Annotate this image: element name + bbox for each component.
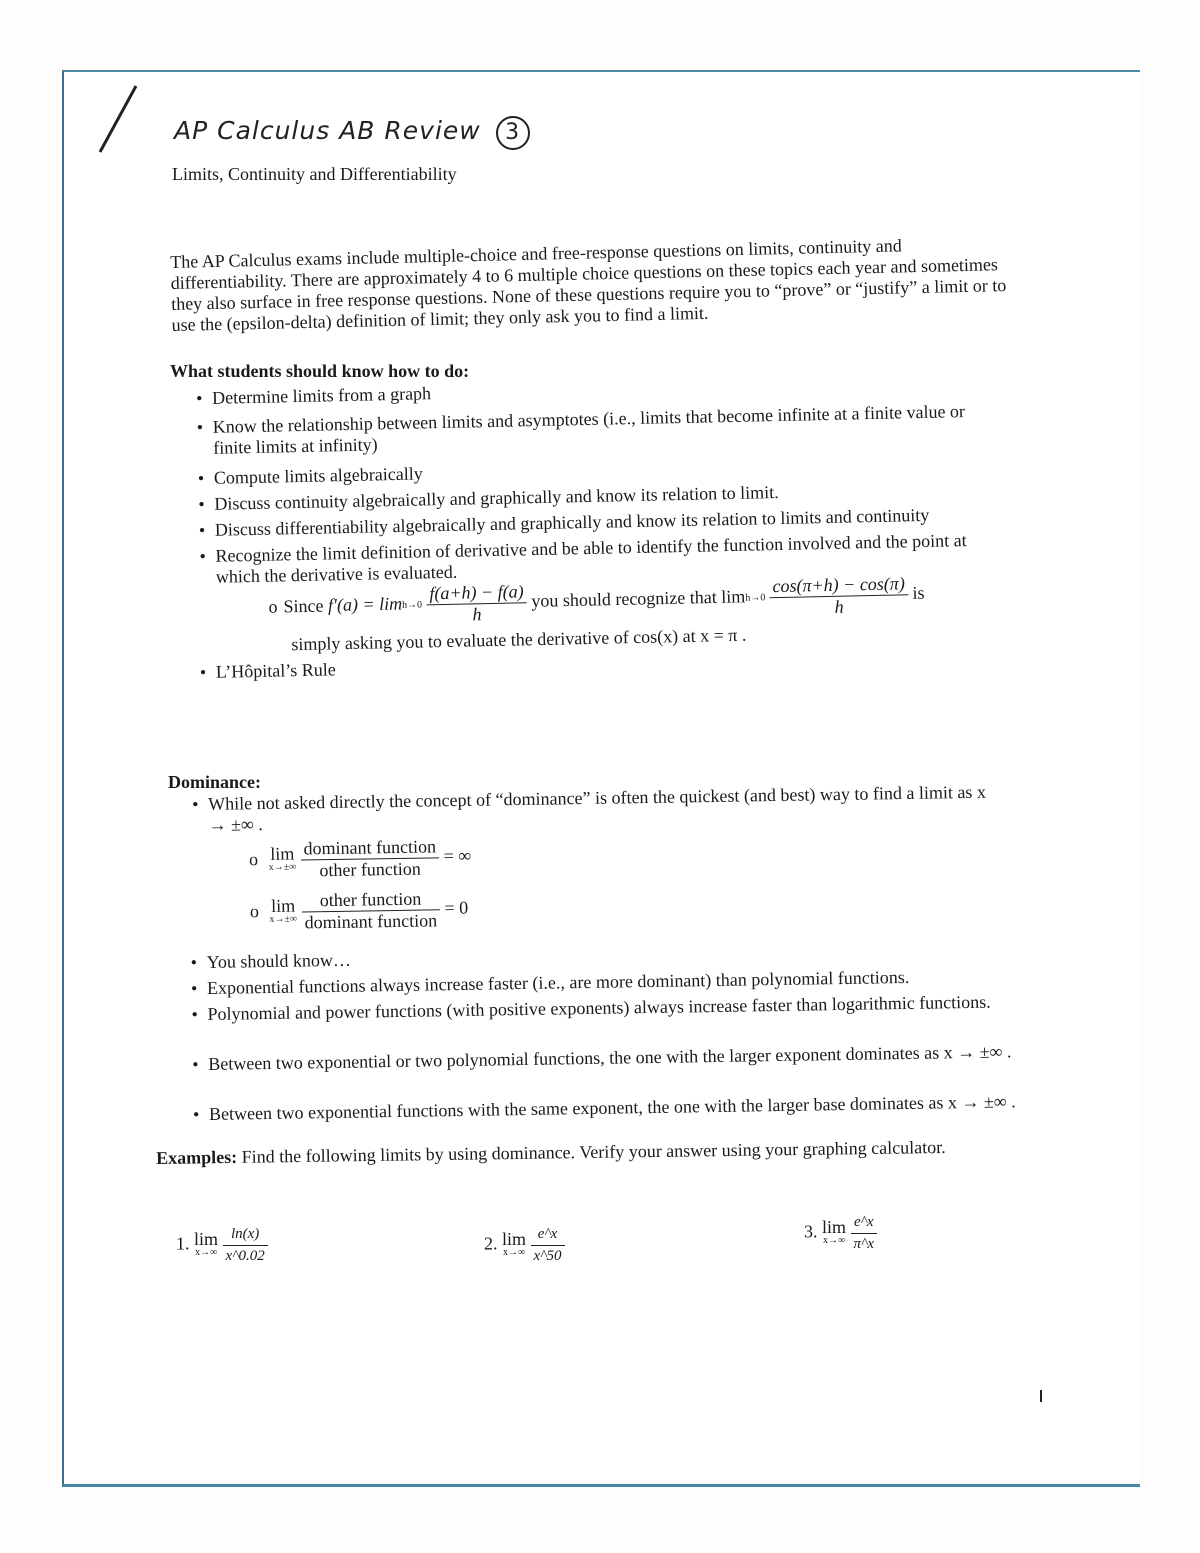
recognize-text: you should recognize that lim (531, 586, 746, 611)
dominance-item: • Exponential functions always increase faster (i.e., are more dominant) than polynomial functions. (207, 965, 1027, 999)
fraction-numerator: other function (301, 888, 440, 912)
fraction-denominator: π^x (853, 1236, 875, 1252)
dominance-item: • Between two exponential or two polynomial functions, the one with the larger exponent dominates as x → ±∞ . (208, 1041, 1028, 1075)
problem-fraction (531, 1224, 565, 1267)
formula-result: = 0 (444, 897, 469, 918)
skill-item: • Discuss continuity algebraically and graphically and know its relation to limit. (214, 477, 1004, 515)
problem-number: 2. (484, 1233, 498, 1254)
examples-intro (156, 1137, 976, 1169)
examples-label: Examples: (156, 1146, 238, 1168)
example-problem-3: 3. lim x→∞ $\frac{e\^{}x}{\pi\^{}x}$ (804, 1212, 877, 1255)
dominance-item: • Between two exponential functions with the same exponent, the one with the larger base dominates as x → ±∞ . (209, 1091, 1029, 1125)
example-problem-1: 1. lim x→∞ $\frac{\ln(x)}{x\^{}0.02}$ (176, 1224, 268, 1267)
examples-text: Find the following limits by using dominance. Verify your answer using your graphing calculator. (241, 1136, 946, 1167)
lim-subscript: x→∞ (194, 1246, 218, 1258)
skills-heading: What students should know how to do: (170, 361, 470, 381)
lim-subscript: x→±∞ (269, 913, 298, 925)
lim-label: lim (270, 895, 296, 916)
page-subtitle: Limits, Continuity and Differentiability (172, 164, 457, 184)
dominance-intro: • While not asked directly the concept of “dominance” is often the quickest (and best) way to find a limit as x → ±∞ . (208, 781, 1009, 836)
problem-fraction (851, 1212, 878, 1255)
handwritten-title (174, 116, 530, 150)
derivative-expression: f′(a) = lim (327, 593, 403, 616)
fraction-numerator: dominant function (300, 836, 439, 860)
dominance-item: • You should know… (207, 939, 1007, 973)
lim-subscript: h→0 (402, 598, 423, 611)
dominance-fraction (300, 836, 439, 881)
is-text: is (912, 582, 925, 603)
problem-number: 1. (176, 1233, 190, 1254)
fraction-denominator: h (472, 604, 482, 625)
derivative-explanation: simply asking you to evaluate the derivative of cos(x) at x = π . (291, 624, 747, 655)
fraction-denominator: other function (319, 858, 421, 881)
fraction-numerator: e^x (531, 1224, 565, 1246)
skill-item: • Determine limits from a graph (212, 371, 1002, 409)
check-mark-icon (88, 80, 148, 160)
problem-number: 3. (804, 1221, 818, 1242)
worksheet-page (62, 70, 1140, 1487)
example-problem-2: 2. lim x→∞ $\frac{e\^{}x}{x\^{}50}$ (484, 1224, 565, 1267)
skill-item: • L’Hôpital’s Rule (216, 659, 336, 683)
fraction-numerator: ln(x) (223, 1224, 268, 1246)
dominance-item: • Polynomial and power functions (with positive exponents) always increase faster than logarithmic functions. (207, 991, 1027, 1025)
problem-fraction (223, 1224, 268, 1267)
lim-subscript: x→∞ (822, 1234, 846, 1246)
difference-quotient (426, 581, 527, 626)
lim-subscript: x→∞ (502, 1246, 526, 1258)
lim-label: lim (270, 843, 295, 864)
dominance-formula-2 (250, 888, 469, 934)
fraction-denominator: h (834, 596, 844, 617)
title-text: AP Calculus AB Review (174, 116, 481, 145)
formula-result: = ∞ (443, 845, 472, 866)
skill-item: • Compute limits algebraically (214, 451, 1004, 489)
fraction-numerator: cos(π+h) − cos(π) (769, 573, 908, 598)
lim-subscript: x→±∞ (268, 861, 297, 873)
fraction-denominator: x^50 (533, 1248, 562, 1264)
fraction-denominator: x^0.02 (225, 1248, 265, 1264)
fraction-numerator: e^x (851, 1212, 878, 1234)
since-prefix: o Since (268, 595, 323, 616)
dominance-fraction (301, 888, 440, 933)
dominance-formula-1 (249, 836, 472, 882)
skill-item: • Discuss differentiability algebraically and graphically and know its relation to limits and continuity (215, 503, 1015, 541)
review-number: 3 (496, 116, 530, 150)
skill-item: • Know the relationship between limits and asymptotes (i.e., limits that become infinite at a finite value or finite limits at infinity) (213, 400, 994, 458)
skill-item: • Recognize the limit definition of derivative and be able to identify the function involved and the point at which the derivative is evaluated. (215, 529, 996, 587)
fraction-denominator: dominant function (304, 910, 438, 933)
intro-paragraph: The AP Calculus exams include multiple-choice and free-response questions on limits, continuity and differentiability. There are approximately 4 to 6 multiple choice questions on these topics each year and sometimes they also surface in free response questions. None of these questions require you to “prove” or “justify” a limit or to use the (epsilon-delta) definition of limit; they only ask you to find a limit. (170, 235, 1007, 335)
page-mark (1040, 1390, 1042, 1402)
dominance-heading: Dominance: (168, 772, 261, 792)
cos-quotient (769, 573, 908, 619)
lim-subscript: h→0 (745, 591, 766, 604)
fraction-numerator: f(a+h) − f(a) (426, 581, 527, 605)
